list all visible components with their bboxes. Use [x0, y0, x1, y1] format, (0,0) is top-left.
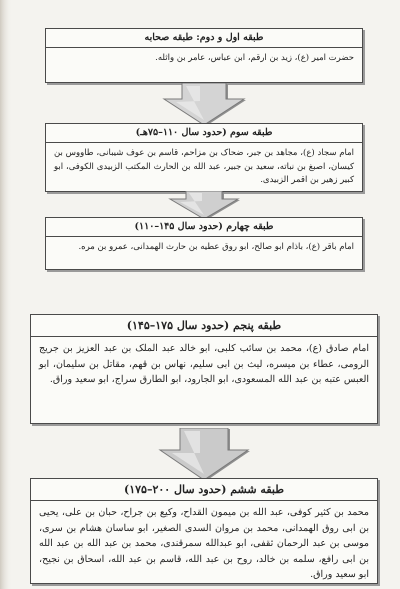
layer-6-box	[30, 478, 378, 584]
layer-narrators: امام سجاد (ع)، مجاهد بن جبر، ضحاک بن مزاحم، قاسم بن عوف شیبانی، طاووس بن کیسان، اصبغ بن نباته، سعید بن جبیر، عبد الله بن الحارث المکتب الزبیدی الکوفی، ابو کبیر زهیر بن اقمر الزبیدی.	[54, 148, 354, 185]
layer-title: طبقه ششم (حدود سال ۲۰۰–۱۷۵)	[31, 479, 377, 501]
layer-narrators: حضرت امیر (ع)، زید بن ارقم، ابن عباس، عامر بن واثله.	[155, 53, 354, 63]
down-arrow-2	[0, 191, 400, 219]
layer-3-box	[45, 123, 363, 192]
down-arrow-1	[0, 83, 400, 125]
layer-title: طبقه پنجم (حدود سال ۱۷۵–۱۴۵)	[31, 315, 377, 337]
layer-narrators: امام باقر (ع)، باذام ابو صالح، ابو روق عطیه بن حارث الهمدانی، عمرو بن مره.	[78, 242, 354, 252]
down-arrow-3	[0, 428, 400, 480]
layer-1-2-companions-box	[45, 28, 363, 83]
layer-title: طبقه اول و دوم: طبقه صحابه	[46, 29, 362, 48]
layer-narrators: محمد بن کثیر کوفی، عبد الله بن میمون القداح، وکیع بن جراح، حبان بن علی، یحیی بن ابی روق الهمدانی، محمد بن مروان السدی الصغیر، ابو ساسان هشام بن سری، موسی بن عبد الرحمان ثقفی، ابو عبدالله سمرقندی، محمد بن عبد الله بن عبد الله بن ابی رافع، سلمه بن خالد، روح بن عبد الله، قاسم بن عبد الله، اسحاق بن نجیح، ابو سعید وراق.	[39, 507, 369, 580]
page-binding-shadow	[0, 0, 12, 589]
layer-5-box	[30, 314, 378, 424]
layer-title: طبقه سوم (حدود سال ۱۱۰–۷۵هـ)	[46, 124, 362, 143]
layer-4-box	[45, 217, 363, 270]
layer-narrators: امام صادق (ع)، محمد بن سائب کلبی، ابو خالد عبد الملک بن عبد العزیز بن جریج الرومی، عطاء بن میسره، لیث بن ابی سلیم، نهاس بن قهم، مقاتل بن سلیمان، ابو العبس عتبه بن عبد الله المسعودی، ابو الجارود، ابو الطارق سراج، ابو سعید وراق.	[39, 343, 369, 385]
layer-title: طبقه چهارم (حدود سال ۱۴۵–۱۱۰)	[46, 218, 362, 237]
